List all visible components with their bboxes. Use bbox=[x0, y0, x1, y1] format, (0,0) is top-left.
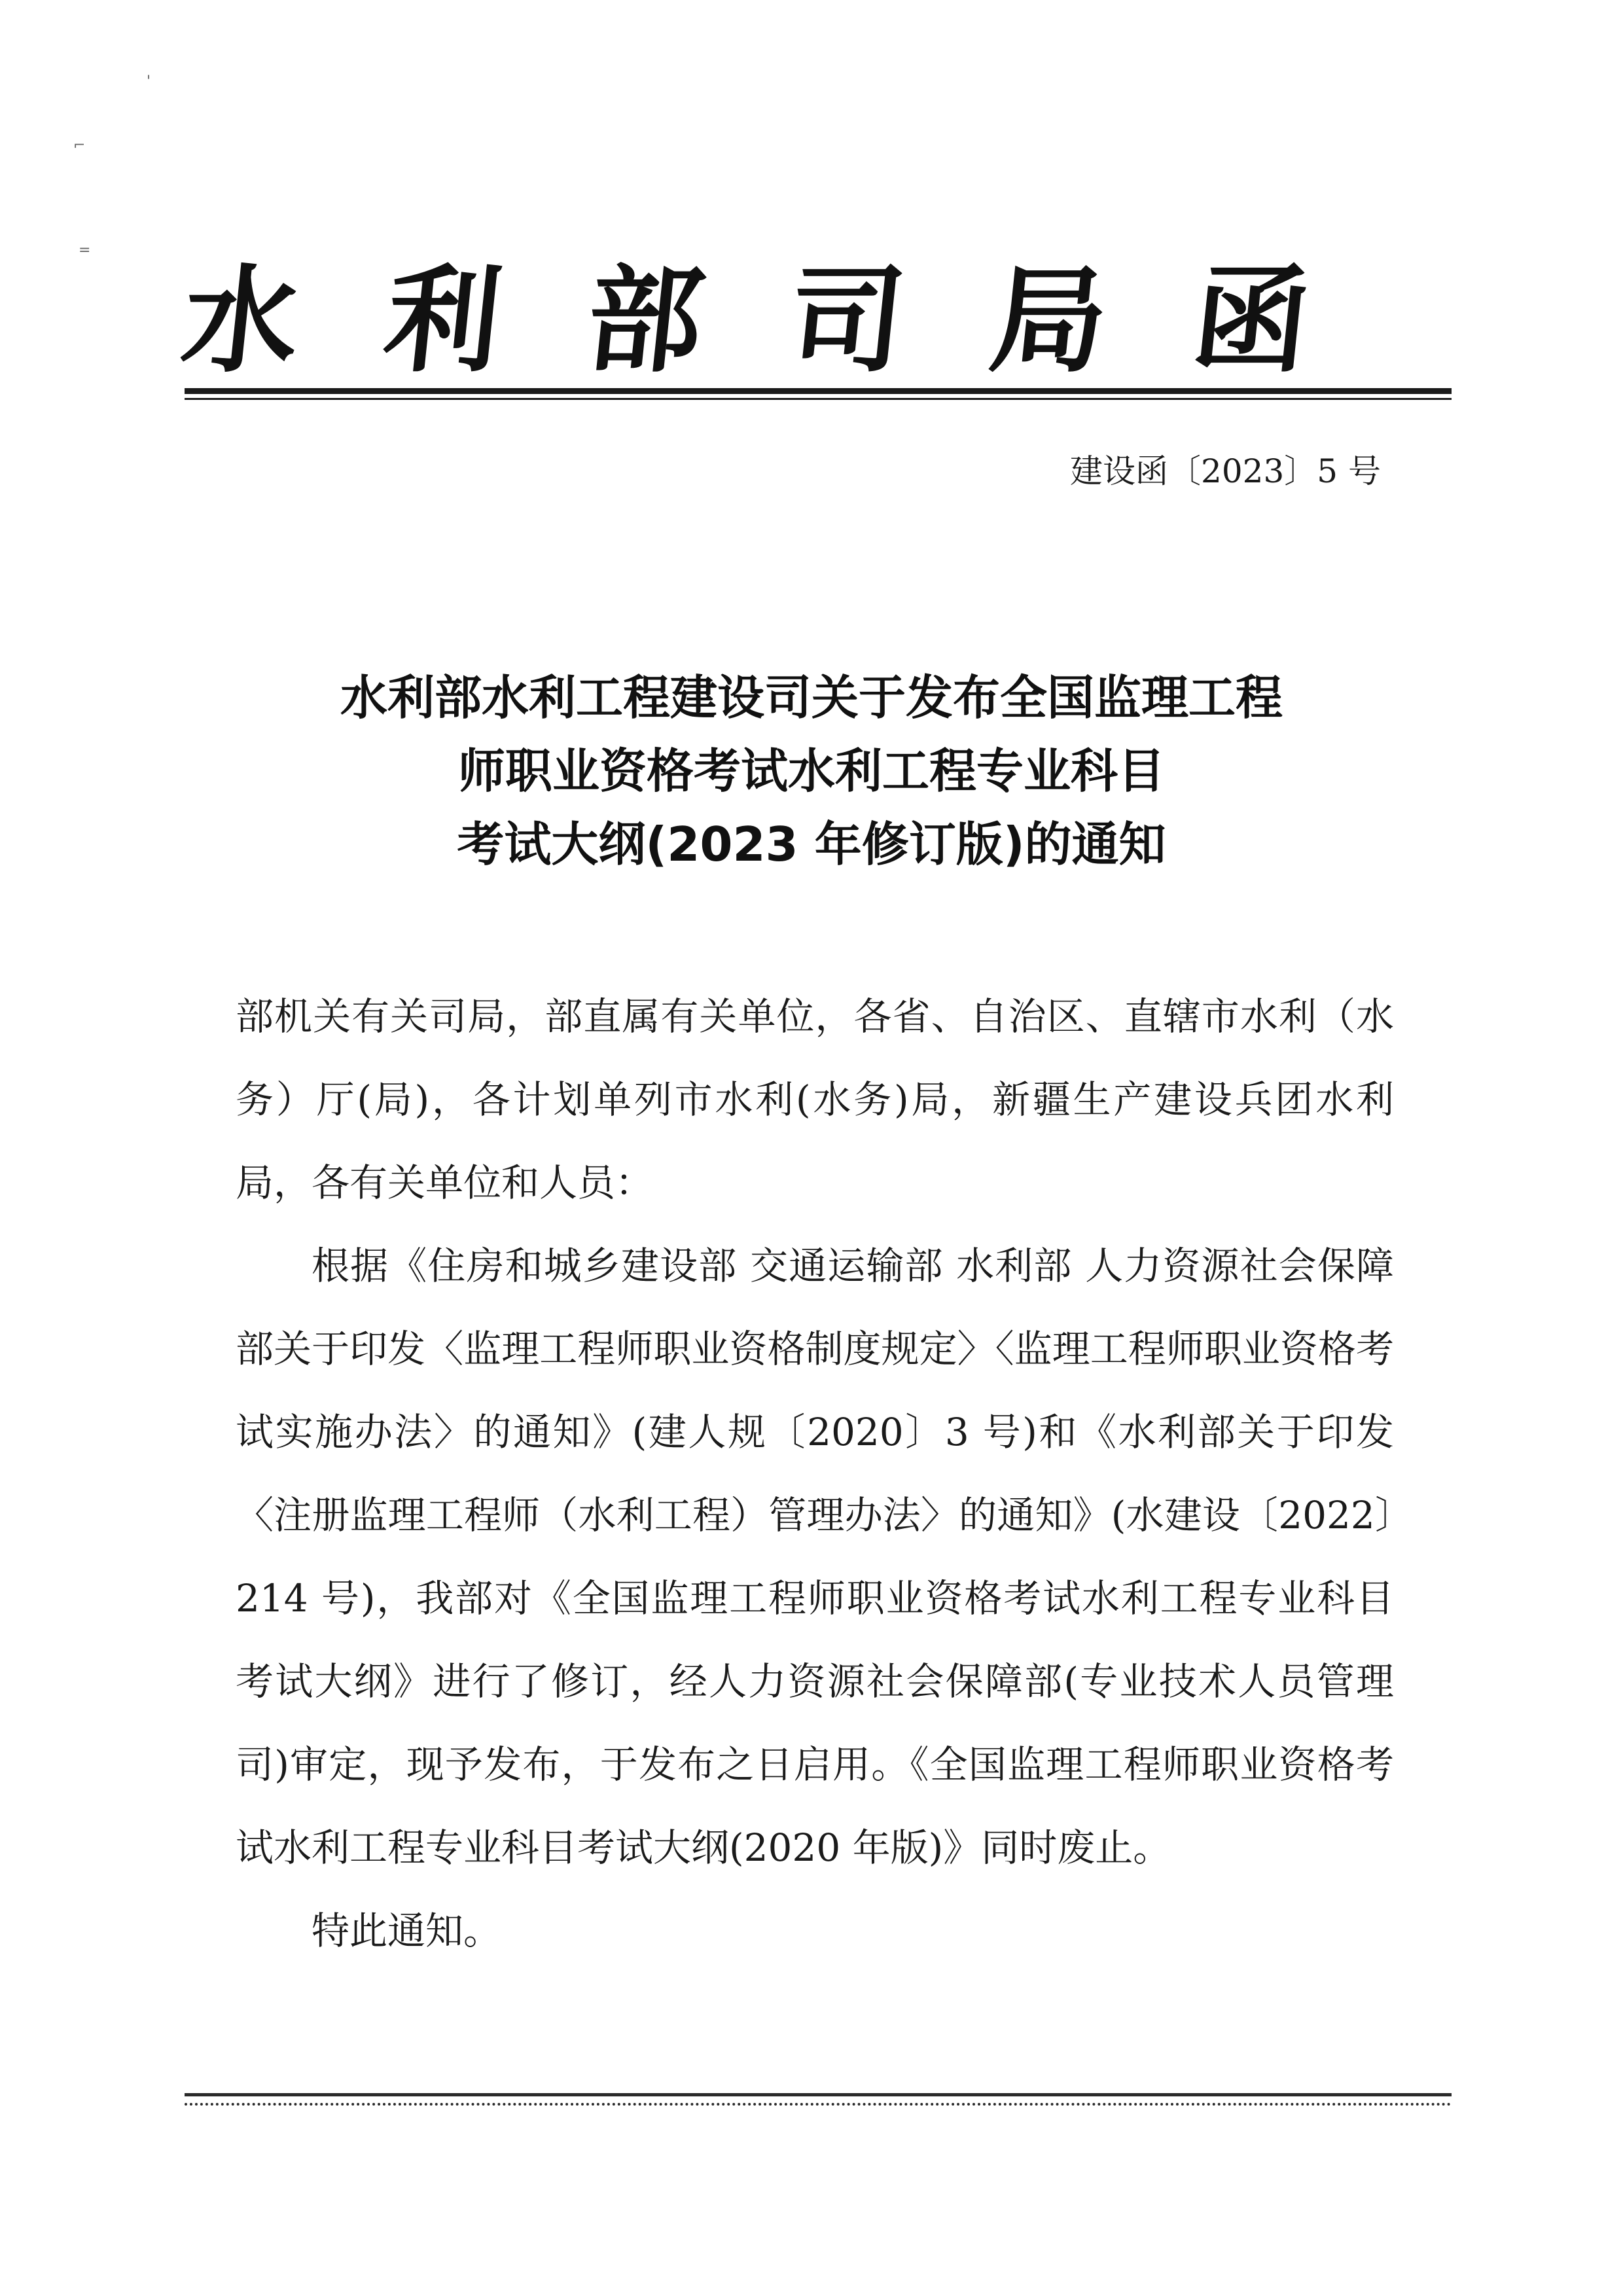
scan-artifact: ' bbox=[147, 73, 151, 90]
scan-artifact: ⌐ bbox=[73, 137, 86, 154]
masthead-char: 部 bbox=[580, 253, 710, 388]
footer-rule bbox=[185, 2093, 1452, 2096]
masthead-char: 利 bbox=[378, 253, 508, 388]
masthead-char: 局 bbox=[984, 253, 1115, 388]
masthead-char: 函 bbox=[1186, 253, 1316, 388]
masthead-char: 司 bbox=[782, 253, 912, 388]
document-number: 建设函〔2023〕5 号 bbox=[1070, 452, 1381, 490]
title-line: 水利部水利工程建设司关于发布全国监理工程 bbox=[340, 670, 1283, 725]
document-title bbox=[196, 661, 1427, 881]
masthead bbox=[176, 253, 1316, 388]
masthead-rule-thin bbox=[185, 398, 1452, 400]
scan-artifact: = bbox=[79, 242, 91, 259]
masthead-char: 水 bbox=[176, 253, 306, 388]
footer-rule-dotted bbox=[185, 2103, 1452, 2106]
title-line: 考试大纲(2023 年修订版)的通知 bbox=[457, 817, 1166, 872]
closing-line: 特此通知。 bbox=[312, 1909, 502, 1953]
document-body bbox=[236, 975, 1394, 1973]
title-line: 师职业资格考试水利工程专业科目 bbox=[457, 744, 1165, 798]
body-paragraph: 根据《住房和城乡建设部 交通运输部 水利部 人力资源社会保障部关于印发〈监理工程师职业资格制度规定〉〈监理工程师职业资格考试实施办法〉的通知》(建人规〔2020〕3 号)和《水利部关于印发〈注册监理工程师（水利工程）管理办法〉的通知》(水建设〔2022〕214 号)，我部对《全国监理工程师职业资格考试水利工程专业科目考试大纲》进行了修订，经人力资源社会保障部(专业技术人员管理司)审定，现予发布，于发布之日启用。《全国监理工程师职业资格考试水利工程专业科目考试大纲(2020 年版)》同时废止。 bbox=[236, 1244, 1394, 1870]
addressee: 部机关有关司局，部直属有关单位，各省、自治区、直辖市水利（水务）厅(局)，各计划单列市水利(水务)局，新疆生产建设兵团水利局，各有关单位和人员： bbox=[236, 994, 1394, 1205]
masthead-rule-thick bbox=[185, 388, 1452, 394]
